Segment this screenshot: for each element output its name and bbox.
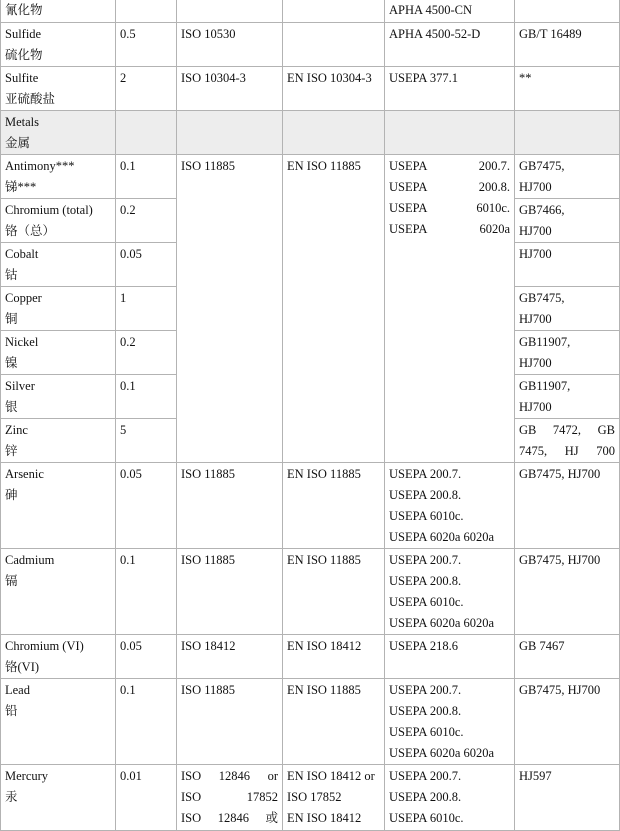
usepa-method-cell: APHA 4500-52-D — [385, 23, 515, 67]
table-row — [1, 155, 620, 199]
table-row — [1, 0, 620, 23]
usepa-method-cell: USEPA 200.7. USEPA 200.8. USEPA 6010c. — [385, 765, 515, 831]
parameter-cell: Antimony*** 锑*** — [1, 155, 116, 199]
limit-cell: 0.1 — [116, 375, 177, 419]
gb-method-cell: ** — [515, 67, 620, 111]
table-row — [1, 765, 620, 831]
limit-cell: 0.2 — [116, 199, 177, 243]
gb-method-cell: GB7475, HJ700 — [515, 549, 620, 635]
limit-cell: 2 — [116, 67, 177, 111]
parameter-cell: Sulfite 亚硫酸盐 — [1, 67, 116, 111]
iso-method-cell: ISO 11885 — [177, 549, 283, 635]
en-method-cell: EN ISO 18412 — [283, 635, 385, 679]
iso-method-cell — [177, 0, 283, 23]
table-row — [1, 679, 620, 765]
iso-method-cell — [177, 111, 283, 155]
table-row — [1, 67, 620, 111]
parameter-cell: Zinc 锌 — [1, 419, 116, 463]
parameter-cell: Mercury 汞 — [1, 765, 116, 831]
gb-method-cell: GB7475, HJ700 — [515, 155, 620, 199]
parameter-cell: Arsenic 砷 — [1, 463, 116, 549]
parameter-cell: Lead 铅 — [1, 679, 116, 765]
parameter-cell: Cobalt 钴 — [1, 243, 116, 287]
gb-method-cell — [515, 111, 620, 155]
limit-cell: 5 — [116, 419, 177, 463]
limit-cell: 0.1 — [116, 549, 177, 635]
en-method-cell: EN ISO 10304-3 — [283, 67, 385, 111]
usepa-method-cell — [385, 111, 515, 155]
limit-cell: 0.5 — [116, 23, 177, 67]
usepa-method-cell: USEPA 200.7. USEPA 200.8. USEPA 6010c. USEPA 6020a 6020a — [385, 549, 515, 635]
gb-method-cell: GB7475, HJ700 — [515, 287, 620, 331]
gb-method-cell — [515, 0, 620, 23]
usepa-method-cell: USEPA 200.7. USEPA 200.8. USEPA 6010c. USEPA 6020a 6020a — [385, 679, 515, 765]
gb-method-cell: GB/T 16489 — [515, 23, 620, 67]
parameter-cell: Nickel 镍 — [1, 331, 116, 375]
table-row — [1, 549, 620, 635]
gb-method-cell: HJ597 — [515, 765, 620, 831]
en-method-cell — [283, 0, 385, 23]
iso-method-cell: ISO 11885 — [177, 679, 283, 765]
iso-method-cell: ISO 11885 — [177, 463, 283, 549]
table-row — [1, 23, 620, 67]
limit-cell — [116, 0, 177, 23]
limit-cell: 1 — [116, 287, 177, 331]
gb-method-cell: GB7466, HJ700 — [515, 199, 620, 243]
usepa-method-cell: USEPA 200.7. USEPA 200.8. USEPA 6010c. USEPA 6020a 6020a — [385, 463, 515, 549]
limit-cell: 0.1 — [116, 679, 177, 765]
table-row — [1, 635, 620, 679]
iso-method-cell: ISO 10304-3 — [177, 67, 283, 111]
limit-cell: 0.05 — [116, 243, 177, 287]
en-method-cell: EN ISO 11885 — [283, 679, 385, 765]
gb-method-cell: GB11907, HJ700 — [515, 331, 620, 375]
gb-method-cell: GB 7472, GB 7475, HJ 700 — [515, 419, 620, 463]
usepa-method-cell: USEPA 200.7. USEPA 200.8. USEPA 6010c. USEPA 6020a — [385, 155, 515, 463]
table-row — [1, 463, 620, 549]
iso-method-cell: ISO 11885 — [177, 155, 283, 463]
en-method-cell: EN ISO 18412 or ISO 17852 EN ISO 18412 — [283, 765, 385, 831]
usepa-method-cell: USEPA 218.6 — [385, 635, 515, 679]
limit-cell — [116, 111, 177, 155]
iso-method-cell: ISO 12846 or ISO 17852 ISO 12846 或 — [177, 765, 283, 831]
gb-method-cell: HJ700 — [515, 243, 620, 287]
usepa-method-cell: APHA 4500-CN — [385, 0, 515, 23]
iso-method-cell: ISO 18412 — [177, 635, 283, 679]
parameter-cell: Chromium (VI) 铬(VI) — [1, 635, 116, 679]
gb-method-cell: GB7475, HJ700 — [515, 463, 620, 549]
limit-cell: 0.05 — [116, 635, 177, 679]
parameter-cell: Copper 铜 — [1, 287, 116, 331]
limit-cell: 0.2 — [116, 331, 177, 375]
parameter-cell: 氰化物 — [1, 0, 116, 23]
en-method-cell: EN ISO 11885 — [283, 549, 385, 635]
gb-method-cell: GB11907, HJ700 — [515, 375, 620, 419]
parameter-cell: Silver 银 — [1, 375, 116, 419]
en-method-cell: EN ISO 11885 — [283, 155, 385, 463]
en-method-cell: EN ISO 11885 — [283, 463, 385, 549]
gb-method-cell: GB 7467 — [515, 635, 620, 679]
section-title-cell: Metals 金属 — [1, 111, 116, 155]
iso-method-cell: ISO 10530 — [177, 23, 283, 67]
parameter-cell: Chromium (total) 铬（总） — [1, 199, 116, 243]
parameter-cell: Cadmium 镉 — [1, 549, 116, 635]
parameter-cell: Sulfide 硫化物 — [1, 23, 116, 67]
limit-cell: 0.05 — [116, 463, 177, 549]
en-method-cell — [283, 111, 385, 155]
usepa-method-cell: USEPA 377.1 — [385, 67, 515, 111]
section-header-row — [1, 111, 620, 155]
limit-cell: 0.01 — [116, 765, 177, 831]
gb-method-cell: GB7475, HJ700 — [515, 679, 620, 765]
limit-cell: 0.1 — [116, 155, 177, 199]
en-method-cell — [283, 23, 385, 67]
